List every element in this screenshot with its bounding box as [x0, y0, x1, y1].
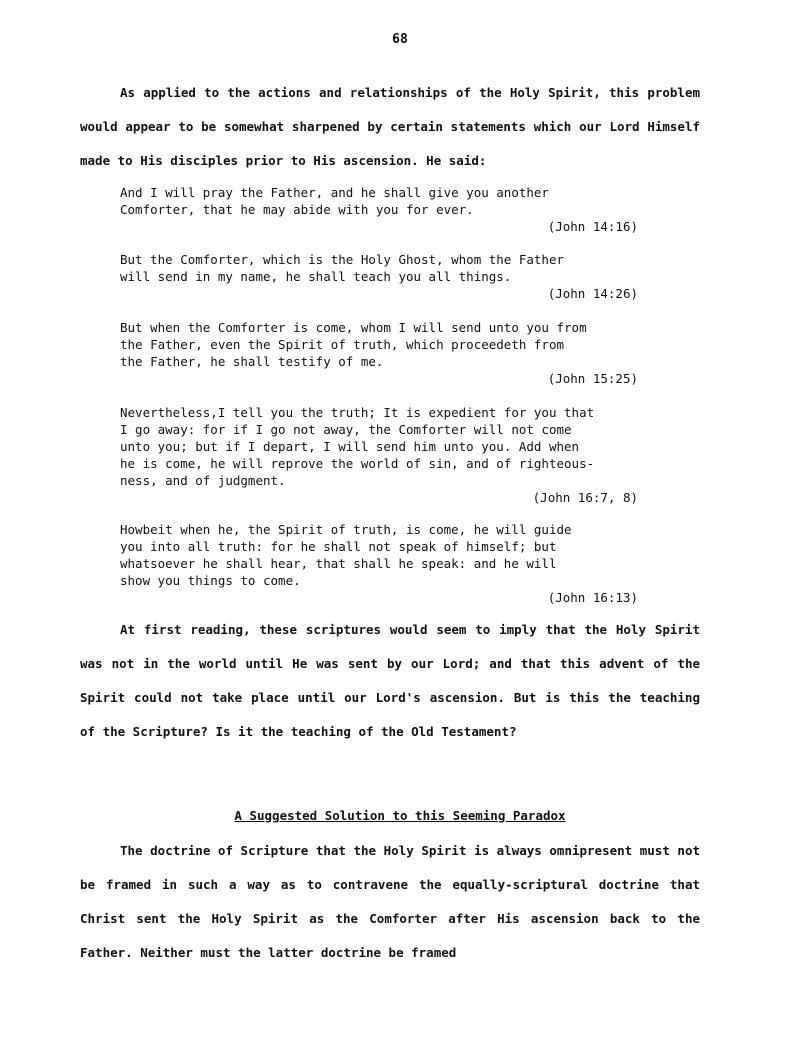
scripture-quote-john-16-7-8: [120, 404, 650, 506]
page-number: 68: [392, 32, 408, 47]
scripture-quote-john-16-13: [120, 521, 650, 606]
body-paragraph-solution: The doctrine of Scripture that the Holy Spirit is always omnipresent must not be framed in such a way as to contravene the equally-scriptural doctrine that Christ sent the Holy Spirit as the Comforter after His ascension back to the Father. Neither must the latter doctrine be framed: [80, 843, 700, 960]
quote-text: Nevertheless,I tell you the truth; It is expedient for you that I go away: for if I go not away, the Comforter will not come unto you; but if I depart, I will send him unto you. Add when he is come, he will reprove the world of sin, and of righteous- ness, and of judgment.: [120, 405, 595, 488]
quote-text: But when the Comforter is come, whom I will send unto you from the Father, even the Spirit of truth, which proceedeth from the Father, he shall testify of me.: [120, 320, 587, 369]
body-paragraph-intro: As applied to the actions and relationships of the Holy Spirit, this problem would appear to be somewhat sharpened by certain statements which our Lord Himself made to His disciples prior to His ascension. He said:: [80, 85, 700, 168]
quote-reference: (John 14:16): [547, 219, 638, 234]
quote-text: But the Comforter, which is the Holy Ghost, whom the Father will send in my name, he shall teach you all things.: [120, 252, 565, 284]
quote-text: Howbeit when he, the Spirit of truth, is come, he will guide you into all truth: for he shall not speak of himself; but whatsoever he shall hear, that shall he speak: and he will show you things to come.: [120, 522, 572, 588]
scripture-quote-john-14-16: [120, 184, 650, 235]
scripture-quote-john-14-26: [120, 251, 650, 302]
section-heading: A Suggested Solution to this Seeming Paradox: [234, 808, 566, 823]
quote-reference: (John 15:25): [547, 371, 638, 386]
quote-reference: (John 14:26): [547, 286, 638, 301]
scripture-quote-john-15-25: [120, 319, 650, 387]
body-paragraph-interpretation: At first reading, these scriptures would seem to imply that the Holy Spirit was not in the world until He was sent by our Lord; and that this advent of the Spirit could not take place until our Lord's ascension. But is this the teaching of the Scripture? Is it the teaching of the Old Testament?: [80, 622, 700, 739]
quote-text: And I will pray the Father, and he shall give you another Comforter, that he may abide with you for ever.: [120, 185, 549, 217]
quote-reference: (John 16:7, 8): [532, 490, 638, 505]
quote-reference: (John 16:13): [547, 590, 638, 605]
